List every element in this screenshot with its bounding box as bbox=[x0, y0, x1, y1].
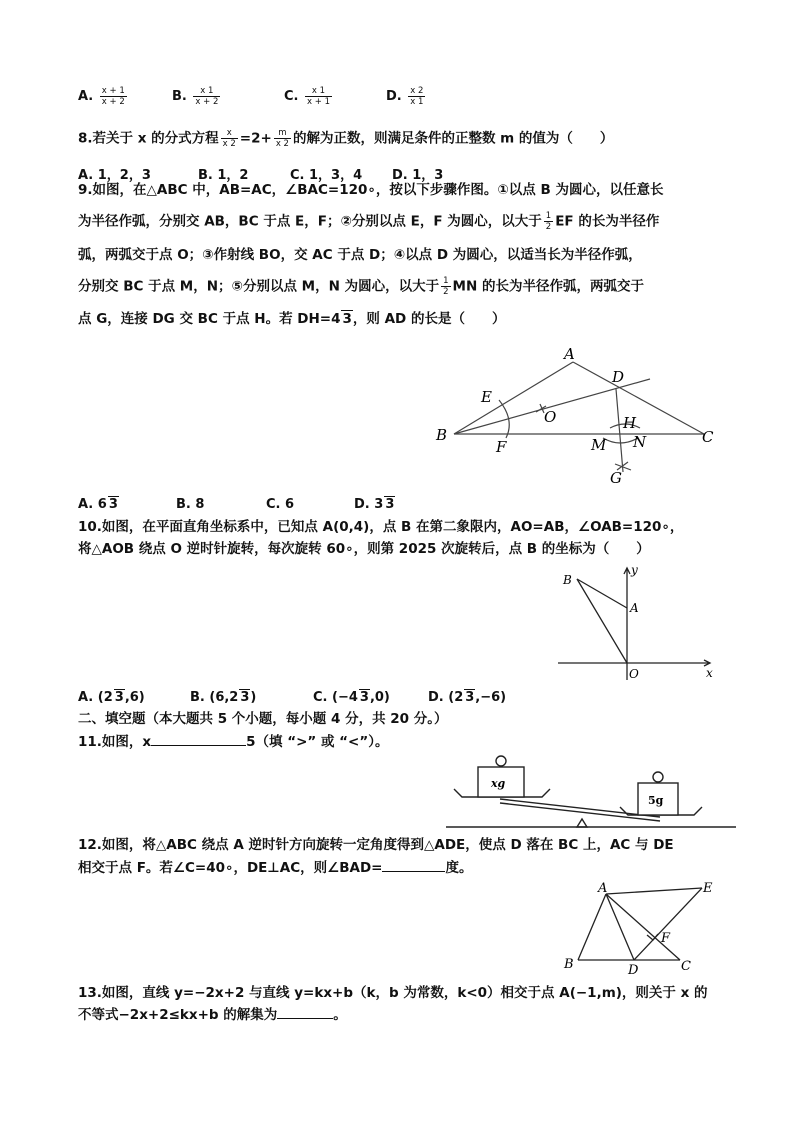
sqrt-radicand: 3 bbox=[240, 690, 250, 705]
q9-line-4a: 分别交 BC 于点 M，N；⑤分别以点 M，N 为圆心，以大于 bbox=[78, 278, 440, 295]
q7-option-d-fraction bbox=[408, 86, 425, 107]
label-d: D bbox=[628, 963, 639, 976]
numerator: x 2 bbox=[410, 86, 424, 96]
q12-rotation-figure bbox=[560, 878, 730, 976]
q13-line-2 bbox=[78, 1004, 347, 1025]
denominator: x 2 bbox=[222, 139, 236, 149]
q10-line-1: 10.如图，在平面直角坐标系中，已知点 A(0,4)，点 B 在第二象限内，AO=AB，∠OAB=120∘， bbox=[78, 519, 684, 535]
label-e: E bbox=[703, 881, 713, 896]
label-a: A bbox=[564, 345, 575, 363]
q7-option-b-fraction bbox=[193, 86, 220, 107]
q9-line-4 bbox=[78, 276, 644, 297]
option-text: C. (−4 bbox=[313, 690, 358, 705]
q9-line-2b: EF 的长为半径作 bbox=[555, 213, 660, 230]
denominator: 2 bbox=[545, 222, 552, 232]
option-text: A. 6 bbox=[78, 497, 107, 512]
q10-option-c bbox=[313, 690, 390, 705]
label-g: G bbox=[610, 469, 622, 487]
q8-option-c: C. 1，3，4 bbox=[290, 168, 363, 183]
q8-fraction-2 bbox=[274, 128, 291, 149]
q7-option-a bbox=[78, 86, 129, 107]
q12-line-2-suffix: 度。 bbox=[445, 860, 473, 876]
option-text: A. (2 bbox=[78, 690, 113, 705]
right-box-handle bbox=[653, 772, 663, 782]
left-box-label: xg bbox=[491, 777, 506, 790]
segment-ae bbox=[606, 888, 702, 894]
label-c: C bbox=[702, 428, 714, 446]
sqrt-radicand: 3 bbox=[342, 311, 352, 327]
label-c: C bbox=[681, 959, 691, 974]
label-o: O bbox=[629, 667, 639, 681]
label-a: A bbox=[598, 881, 608, 896]
q8-fraction-1 bbox=[221, 128, 238, 149]
q13-line-1: 13.如图，直线 y=−2x+2 与直线 y=kx+b（k，b 为常数，k<0）相交于点 A(−1,m)，则关于 x 的 bbox=[78, 985, 708, 1001]
option-label: D. bbox=[386, 89, 402, 104]
label-f: F bbox=[661, 931, 671, 946]
q7-option-c-fraction bbox=[305, 86, 332, 107]
q9-triangle-figure bbox=[420, 340, 740, 490]
q12-line-2 bbox=[78, 857, 472, 878]
q7-option-b bbox=[172, 86, 222, 107]
label-a: A bbox=[630, 601, 639, 615]
q10-option-b bbox=[190, 690, 256, 705]
q8-mid: =2+ bbox=[239, 130, 272, 147]
q10-option-a bbox=[78, 690, 145, 705]
q9-line-3: 弧，两弧交于点 O；③作射线 BO，交 AC 于点 D；④以点 D 为圆心，以适当长为半径作弧， bbox=[78, 247, 642, 263]
q9-option-b: B. 8 bbox=[176, 497, 205, 512]
q8-stem bbox=[78, 128, 613, 149]
denominator: 2 bbox=[443, 287, 449, 297]
q8-option-d: D. 1，3 bbox=[392, 168, 444, 183]
segment-dg bbox=[616, 389, 623, 472]
q12-line-1: 12.如图，将△ABC 绕点 A 逆时针方向旋转一定角度得到△ADE，使点 D 落在 BC 上，AC 与 DE bbox=[78, 837, 674, 853]
q11-answer-blank bbox=[151, 731, 246, 746]
sqrt-radicand: 3 bbox=[385, 497, 395, 512]
denominator: x 1 bbox=[410, 97, 424, 107]
numerator: x 1 bbox=[305, 86, 332, 97]
q7-option-c bbox=[284, 86, 334, 107]
q9-line-5a: 点 G，连接 DG 交 BC 于点 H。若 DH=4 bbox=[78, 311, 341, 327]
q9-line-5b: ，则 AD 的长是（ ） bbox=[352, 311, 506, 327]
q11-stem bbox=[78, 731, 388, 752]
q12-answer-blank bbox=[382, 857, 445, 872]
segment-ad bbox=[606, 894, 634, 960]
q11-balance-figure bbox=[440, 745, 740, 835]
denominator: x + 2 bbox=[101, 97, 125, 107]
label-y: y bbox=[631, 563, 638, 577]
q10-option-d bbox=[428, 690, 506, 705]
option-text: D. 3 bbox=[354, 497, 384, 512]
section-2-heading: 二、填空题（本大题共 5 个小题，每小题 4 分，共 20 分。） bbox=[78, 711, 448, 727]
left-box-handle bbox=[496, 756, 506, 766]
numerator: 1 bbox=[545, 211, 552, 221]
label-b: B bbox=[436, 426, 448, 444]
q8-option-a: A. 1，2，3 bbox=[78, 168, 151, 183]
q9-option-c: C. 6 bbox=[266, 497, 295, 512]
label-e: E bbox=[481, 388, 492, 406]
fulcrum bbox=[577, 819, 587, 827]
label-f: F bbox=[496, 438, 507, 456]
q8-prefix: 8.若关于 x 的分式方程 bbox=[78, 130, 219, 147]
option-text: ) bbox=[250, 690, 257, 705]
q9-line-1: 9.如图，在△ABC 中，AB=AC，∠BAC=120∘，按以下步骤作图。①以点 B 为圆心，以任意长 bbox=[78, 182, 664, 198]
q10-line-2: 将△AOB 绕点 O 逆时针旋转，每次旋转 60∘，则第 2025 次旋转后，点 B 的坐标为（ ） bbox=[78, 541, 650, 557]
segment-bo bbox=[577, 579, 627, 663]
option-label: A. bbox=[78, 89, 94, 104]
option-text: ,0) bbox=[369, 690, 390, 705]
q9-option-d bbox=[354, 497, 395, 512]
beam bbox=[500, 799, 660, 817]
q8-option-b: B. 1，2 bbox=[198, 168, 249, 183]
numerator: m bbox=[274, 128, 291, 139]
label-d: D bbox=[612, 368, 625, 386]
option-text: ,6) bbox=[124, 690, 145, 705]
option-label: C. bbox=[284, 89, 299, 104]
denominator: x + 2 bbox=[195, 97, 219, 107]
q8-suffix: 的解为正数，则满足条件的正整数 m 的值为（ ） bbox=[292, 130, 614, 147]
option-text: B. (6,2 bbox=[190, 690, 239, 705]
numerator: 1 bbox=[443, 276, 449, 286]
segment-ba bbox=[577, 579, 627, 608]
q13-answer-blank bbox=[277, 1004, 333, 1019]
label-m: M bbox=[591, 436, 607, 454]
sqrt-radicand: 3 bbox=[108, 497, 118, 512]
label-b: B bbox=[564, 957, 574, 972]
label-b: B bbox=[563, 573, 572, 587]
q9-line-4b: MN 的长为半径作弧，两弧交于 bbox=[452, 278, 644, 295]
q9-option-a bbox=[78, 497, 119, 512]
label-o: O bbox=[544, 408, 557, 426]
q9-line-2 bbox=[78, 211, 659, 232]
q11-prefix: 11.如图，x bbox=[78, 734, 152, 750]
q12-line-2-prefix: 相交于点 F。若∠C=40∘，DE⊥AC，则∠BAD= bbox=[78, 860, 383, 876]
option-label: B. bbox=[172, 89, 187, 104]
numerator: x bbox=[221, 128, 238, 139]
label-h: H bbox=[623, 414, 637, 432]
sqrt-radicand: 3 bbox=[359, 690, 369, 705]
q9-line-2a: 为半径作弧，分别交 AB，BC 于点 E，F；②分别以点 E，F 为圆心，以大于 bbox=[78, 213, 542, 230]
beam-under bbox=[500, 803, 660, 821]
option-text: D. (2 bbox=[428, 690, 464, 705]
sqrt-radicand: 3 bbox=[465, 690, 475, 705]
numerator: x + 1 bbox=[101, 86, 125, 96]
q13-line-2-suffix: 。 bbox=[333, 1007, 347, 1023]
denominator: x 2 bbox=[275, 139, 289, 149]
q11-suffix: 5（填 “>” 或 “<”）。 bbox=[246, 734, 389, 750]
segment-ab bbox=[578, 894, 606, 960]
q9-line-5 bbox=[78, 309, 505, 329]
sqrt-radicand: 3 bbox=[114, 690, 124, 705]
label-x: x bbox=[706, 666, 713, 680]
right-box-label: 5g bbox=[648, 794, 664, 807]
segment-ac bbox=[573, 362, 704, 434]
q13-line-2-prefix: 不等式−2x+2≤kx+b 的解集为 bbox=[78, 1007, 278, 1023]
label-n: N bbox=[633, 433, 647, 451]
q7-option-d bbox=[386, 86, 427, 107]
denominator: x + 1 bbox=[307, 97, 330, 107]
half-fraction bbox=[544, 211, 553, 232]
q10-coordinate-figure bbox=[550, 562, 720, 684]
half-fraction bbox=[441, 276, 450, 297]
q7-option-a-fraction bbox=[100, 86, 127, 107]
numerator: x 1 bbox=[193, 86, 220, 97]
option-text: ,−6) bbox=[475, 690, 507, 705]
